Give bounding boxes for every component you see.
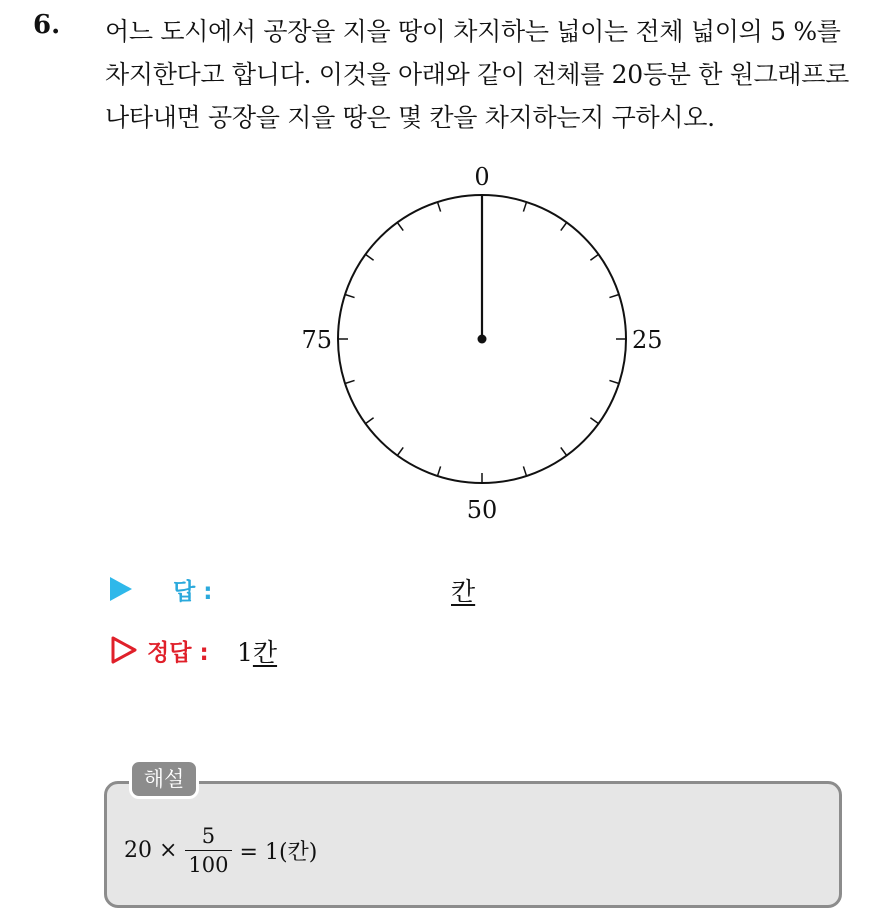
explanation-formula: [124, 815, 317, 885]
correct-answer-value: [237, 633, 277, 669]
pie-tick: [523, 202, 526, 212]
pie-tick-label: 0: [474, 163, 490, 191]
pie-tick: [397, 447, 403, 455]
correct-answer-number: 1: [237, 638, 253, 667]
formula-left: 20 ×: [124, 837, 178, 863]
formula-right: = 1(칸): [239, 839, 318, 865]
pie-tick: [345, 380, 355, 383]
pie-tick: [609, 295, 619, 298]
pie-tick: [523, 466, 526, 476]
question-number: 6.: [33, 10, 61, 40]
answer-row: [107, 572, 707, 606]
pie-tick: [345, 295, 355, 298]
hollow-arrow-icon: [111, 636, 137, 664]
correct-answer-unit: 칸: [252, 638, 278, 667]
pie-tick: [438, 202, 441, 212]
pie-tick: [561, 223, 567, 231]
pie-tick: [366, 418, 374, 424]
pie-tick: [590, 418, 598, 424]
explanation-tab: 해설: [129, 759, 199, 799]
pie-tick-label: 25: [632, 326, 663, 354]
pie-tick: [438, 466, 441, 476]
pie-tick-label: 75: [301, 326, 332, 354]
answer-unit: 칸: [451, 577, 476, 606]
play-arrow-icon: [110, 577, 132, 601]
answer-label: 답 :: [173, 579, 213, 605]
correct-answer-row: [107, 632, 707, 672]
fraction-numerator: 5: [201, 823, 216, 848]
formula-fraction: [185, 824, 231, 877]
fraction-denominator: 100: [185, 850, 231, 877]
pie-tick-label: 50: [466, 496, 498, 524]
pie-center-dot: [478, 335, 487, 344]
question-line: 차지한다고 합니다. 이것을 아래와 같이 전체를 20등분 한 원그래프로: [105, 60, 849, 89]
pie-tick: [397, 223, 403, 231]
pie-tick: [590, 254, 598, 260]
pie-tick: [561, 447, 567, 455]
question-text: [105, 10, 865, 139]
question-line: 나타내면 공장을 지을 땅은 몇 칸을 차지하는지 구하시오.: [105, 103, 715, 132]
pie-tick: [609, 380, 619, 383]
pie-outline: [338, 195, 626, 483]
correct-answer-label: 정답 :: [147, 640, 209, 666]
pie-tick: [366, 254, 374, 260]
question-line: 어느 도시에서 공장을 지을 땅이 차지하는 넓이는 전체 넓이의 5 %를: [105, 17, 841, 46]
